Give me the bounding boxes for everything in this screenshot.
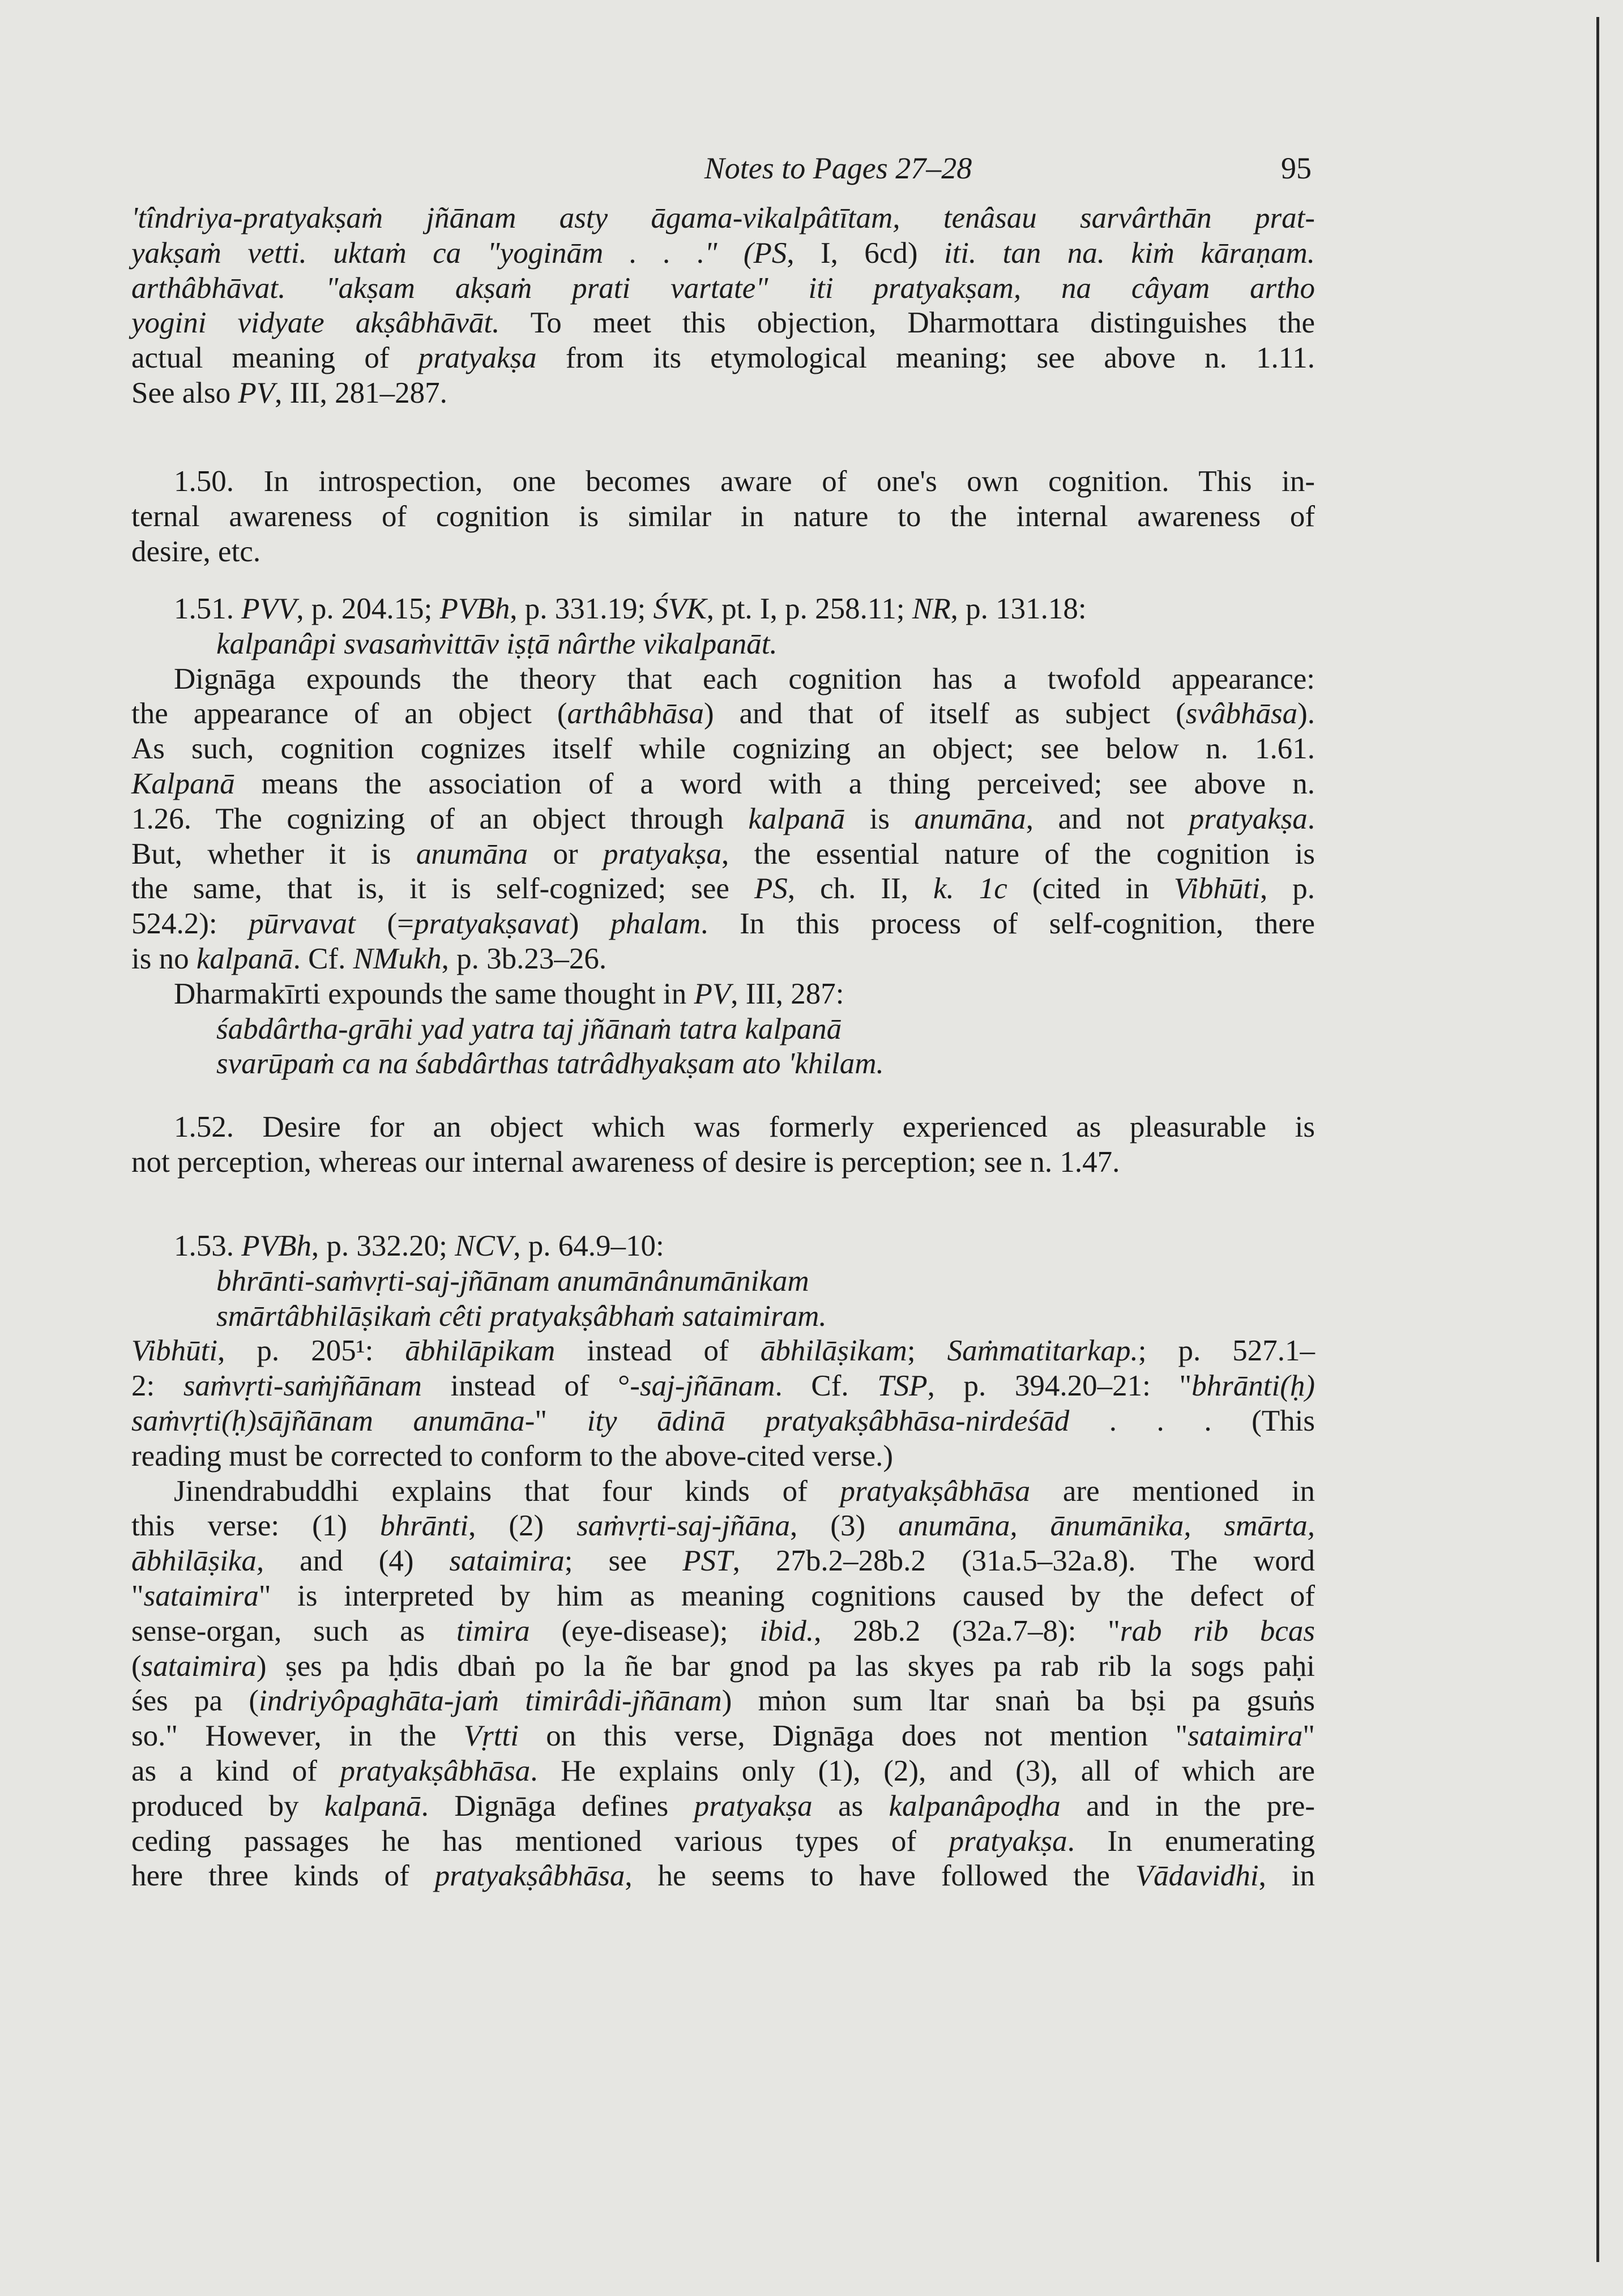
note-reference-line: 1.53. PVBh, p. 332.20; NCV, p. 64.9–10: bbox=[174, 1230, 664, 1262]
text-line: ceding passages he has mentioned various types of pratyakṣa. In enumerating bbox=[131, 1824, 1316, 1858]
text-line: 2: saṁvṛti-saṁjñānam instead of °-saj-jñānam. Cf. TSP, p. 394.20–21: "bhrānti(ḥ) bbox=[131, 1369, 1316, 1403]
text-line: is no kalpanā. Cf. NMukh, p. 3b.23–26. bbox=[131, 942, 607, 975]
note-1-52 bbox=[131, 1110, 1315, 1180]
text-line: Jinendrabuddhi explains that four kinds of pratyakṣâbhāsa are mentioned in bbox=[174, 1474, 1315, 1508]
text-line: not perception, whereas our internal awareness of desire is perception; see n. 1.47. bbox=[131, 1145, 1120, 1179]
note-1-53 bbox=[131, 1229, 1315, 1894]
text-line: desire, etc. bbox=[131, 535, 261, 568]
text-line: actual meaning of pratyakṣa from its etymological meaning; see above n. 1.11. bbox=[131, 342, 1315, 375]
text-line: As such, cognition cognizes itself while cognizing an object; see below n. 1.61. bbox=[131, 732, 1315, 766]
text-line: 1.50. In introspection, one becomes aware of one's own cognition. This in- bbox=[174, 465, 1315, 498]
note-1-50 bbox=[131, 464, 1315, 569]
running-head bbox=[0, 148, 1623, 194]
text-line: yogini vidyate akṣâbhāvāt. To meet this objection, Dharmottara distinguishes the bbox=[131, 306, 1315, 340]
verse-line: kalpanâpi svasaṁvittāv iṣṭā nârthe vikalpanāt. bbox=[216, 627, 778, 660]
verse-line: svarūpaṁ ca na śabdârthas tatrâdhyakṣam ato 'khilam. bbox=[216, 1047, 884, 1081]
verse-line: śabdârtha-grāhi yad yatra taj jñānaṁ tatra kalpanā bbox=[216, 1012, 842, 1045]
text-line: 524.2): pūrvavat (=pratyakṣavat) phalam. In this process of self-cognition, there bbox=[131, 907, 1315, 941]
note-1-51 bbox=[131, 592, 1315, 1082]
text-line: as a kind of pratyakṣâbhāsa. He explains only (1), (2), and (3), all of which are bbox=[131, 1754, 1315, 1787]
text-line: "sataimira" is interpreted by him as meaning cognitions caused by the defect of bbox=[131, 1579, 1315, 1612]
text-line: 1.52. Desire for an object which was formerly experienced as pleasurable is bbox=[174, 1111, 1315, 1143]
text-line: (sataimira) ṣes pa ḥdis dbaṅ po la ñe bar gnod pa las skyes pa rab rib la sogs paḥi bbox=[131, 1649, 1315, 1683]
text-line: yakṣaṁ vetti. uktaṁ ca "yoginām . . ." (PS, I, 6cd) iti. tan na. kiṁ kāraṇam. bbox=[131, 236, 1315, 270]
text-line: this verse: (1) bhrānti, (2) saṁvṛti-saj-jñāna, (3) anumāna, ānumānika, smārta, bbox=[131, 1509, 1315, 1543]
text-line: 1.26. The cognizing of an object through kalpanā is anumāna, and not pratyakṣa. bbox=[131, 802, 1315, 835]
text-line: Dignāga expounds the theory that each cognition has a twofold appearance: bbox=[174, 662, 1315, 695]
text-line: Kalpanā means the association of a word with a thing perceived; see above n. bbox=[131, 767, 1315, 800]
text-line: 'tîndriya-pratyakṣaṁ jñānam asty āgama-vikalpâtītam, tenâsau sarvârthān prat- bbox=[131, 202, 1315, 234]
text-line: Vibhūti, p. 205¹: ābhilāpikam instead of ābhilāṣikam; Saṁmatitarkap.; p. 527.1– bbox=[131, 1334, 1315, 1368]
running-title: Notes to Pages 27–28 bbox=[704, 151, 972, 185]
page-number: 95 bbox=[1281, 151, 1312, 185]
text-line: saṁvṛti(ḥ)sājñānam anumāna-" ity ādinā pratyakṣâbhāsa-nirdeśād . . . (This bbox=[131, 1404, 1316, 1437]
text-line: See also PV, III, 281–287. bbox=[131, 376, 447, 409]
text-line: so." However, in the Vṛtti on this verse, Dignāga does not mention "sataimira" bbox=[131, 1719, 1316, 1753]
text-line: the same, that is, it is self-cognized; see PS, ch. II, k. 1c (cited in Vibhūti, p. bbox=[131, 872, 1315, 906]
note-1-49-continuation bbox=[131, 201, 1315, 411]
page-edge-line bbox=[1596, 17, 1599, 2262]
text-line: here three kinds of pratyakṣâbhāsa, he seems to have followed the Vādavidhi, in bbox=[131, 1859, 1315, 1893]
text-line: śes pa (indriyôpaghāta-jaṁ timirâdi-jñānam) mṅon sum ltar snaṅ ba bṣi pa gsuṅs bbox=[131, 1684, 1315, 1718]
text-line: sense-organ, such as timira (eye-disease); ibid., 28b.2 (32a.7–8): "rab rib bcas bbox=[131, 1614, 1315, 1648]
text-line: produced by kalpanā. Dignāga defines pratyakṣa as kalpanâpoḍha and in the pre- bbox=[131, 1789, 1315, 1823]
verse-line: bhrānti-saṁvṛti-saj-jñānam anumānânumānikam bbox=[216, 1264, 809, 1298]
text-line: reading must be corrected to conform to the above-cited verse.) bbox=[131, 1439, 894, 1473]
text-line: But, whether it is anumāna or pratyakṣa, the essential nature of the cognition is bbox=[131, 837, 1315, 870]
text-line: ābhilāṣika, and (4) sataimira; see PST, 27b.2–28b.2 (31a.5–32a.8). The word bbox=[131, 1544, 1316, 1578]
text-line: ternal awareness of cognition is similar in nature to the internal awareness of bbox=[131, 500, 1315, 533]
text-line: the appearance of an object (arthâbhāsa) and that of itself as subject (svâbhāsa). bbox=[131, 697, 1315, 731]
text-line: arthâbhāvat. "akṣam akṣaṁ prati vartate" iti pratyakṣam, na câyam artho bbox=[131, 271, 1315, 305]
note-reference-line: 1.51. PVV, p. 204.15; PVBh, p. 331.19; ŚVK, pt. I, p. 258.11; NR, p. 131.18: bbox=[174, 592, 1087, 625]
text-line: Dharmakīrti expounds the same thought in PV, III, 287: bbox=[174, 977, 844, 1010]
verse-line: smārtâbhilāṣikaṁ cêti pratyakṣâbhaṁ sataimiram. bbox=[216, 1299, 827, 1333]
